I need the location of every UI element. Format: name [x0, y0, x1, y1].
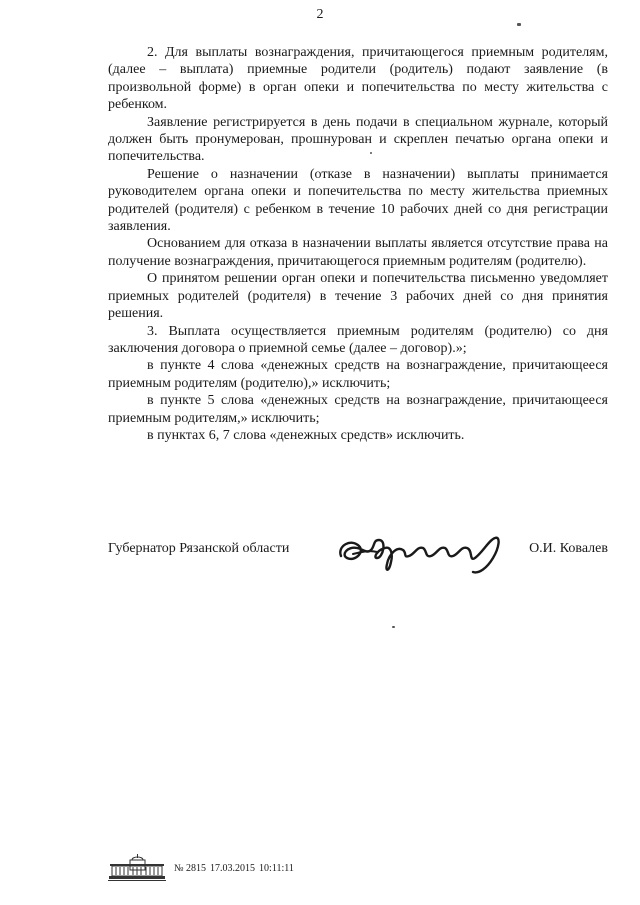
signatory-name: О.И. Ковалев: [529, 541, 608, 556]
paragraph: 2. Для выплаты вознаграждения, причитающегося приемным родителям, (далее – выплата) приемные родители (родитель) подают заявление (в произвольной форме) в орган опеки и попечительства по месту жительства с ребенком.: [108, 45, 608, 113]
signatory-title: Губернатор Рязанской области: [108, 541, 290, 556]
document-footer: [108, 852, 428, 884]
page-number: 2: [316, 7, 324, 22]
paragraph: в пункте 5 слова «денежных средств на вознаграждение, причитающееся приемным родителям,» исключить;: [108, 393, 608, 426]
government-building-icon: [108, 852, 166, 882]
registration-time: 10:11:11: [259, 863, 294, 874]
paragraph: Основанием для отказа в назначении выплаты является отсутствие права на получение вознаграждения, причитающегося приемным родителям (родителю).: [108, 236, 608, 269]
scan-speck: [392, 626, 395, 628]
paragraph: в пунктах 6, 7 слова «денежных средств» исключить.: [147, 427, 465, 443]
registration-date: 17.03.2015: [210, 863, 256, 874]
paragraph: 3. Выплата осуществляется приемным родителям (родителю) со дня заключения договора о приемной семье (далее – договор).»;: [108, 323, 608, 356]
handwritten-signature: [333, 528, 513, 578]
paragraph: Заявление регистрируется в день подачи в специальном журнале, который должен быть пронумерован, прошнурован и скреплен печатью органа опеки и попечительства.: [108, 114, 608, 165]
scan-speck: [517, 23, 521, 26]
paragraph: в пункте 4 слова «денежных средств на вознаграждение, причитающееся приемным родителям (родителю),» исключить;: [108, 358, 608, 391]
paragraph: Решение о назначении (отказе в назначении) выплаты принимается руководителем органа опеки и попечительства по месту жительства приемных родителей (родителя) с ребенком в течение 10 рабочих дней со дня регистрации заявления.: [108, 166, 608, 235]
document-number: № 2815: [174, 863, 207, 874]
paragraph: О принятом решении орган опеки и попечительства письменно уведомляет приемных родителей (родителя) в течение 3 рабочих дней со дня принятия решения.: [108, 271, 608, 322]
signature-block: [108, 528, 608, 578]
document-body: [108, 44, 608, 444]
registration-stamp: [174, 863, 294, 875]
